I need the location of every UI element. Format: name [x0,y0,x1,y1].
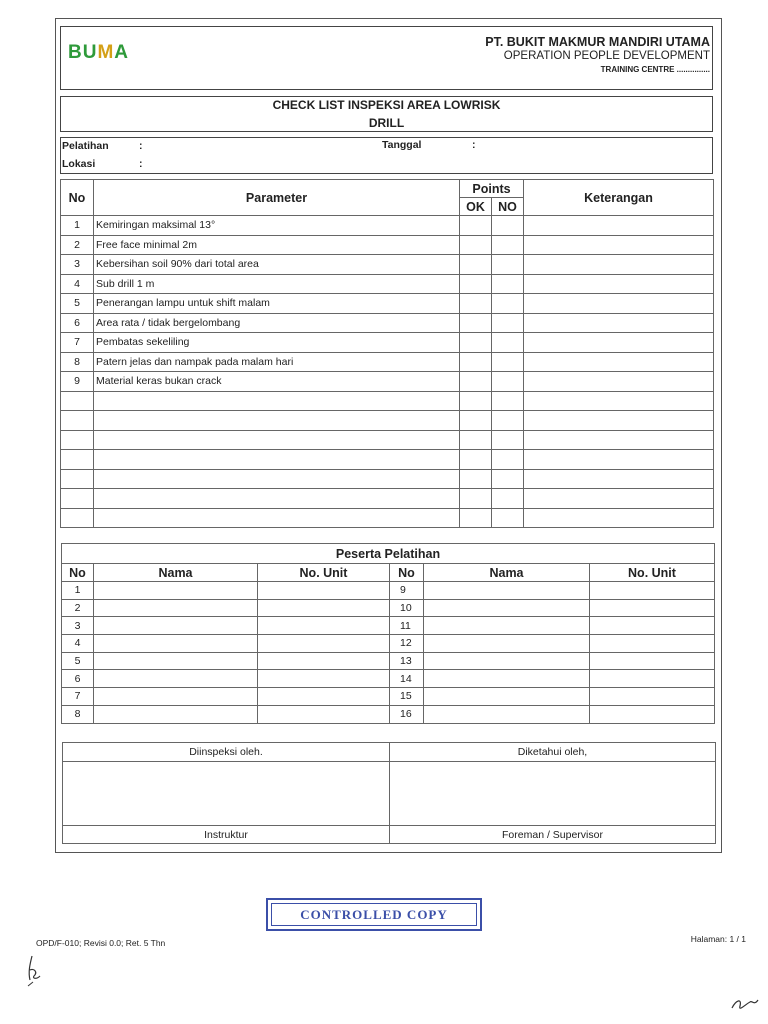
department-name: OPERATION PEOPLE DEVELOPMENT [503,50,710,62]
col-no: No [61,180,94,216]
company-name: PT. BUKIT MAKMUR MANDIRI UTAMA [485,35,710,49]
participant-number-right: 12 [390,635,424,653]
participant-unit-left[interactable] [258,652,390,670]
checklist-empty-row [61,450,714,470]
pelatihan-colon: : [139,140,143,152]
participant-number-right: 14 [390,670,424,688]
participant-unit-right[interactable] [590,635,715,653]
checklist-row [61,274,714,294]
col-keterangan: Keterangan [524,180,714,216]
tanggal-colon: : [472,139,476,151]
row-ok-cell[interactable] [460,313,492,333]
form-title: CHECK LIST INSPEKSI AREA LOWRISK [272,98,501,112]
participant-unit-right[interactable] [590,582,715,600]
participant-number-left: 5 [62,652,94,670]
row-no-cell[interactable] [492,372,524,392]
empty-cell[interactable] [460,508,492,528]
participant-unit-left[interactable] [258,635,390,653]
checklist-table [60,179,714,528]
row-parameter: Free face minimal 2m [94,235,460,255]
stamp-text: CONTROLLED COPY [300,906,448,922]
empty-cell [61,450,94,470]
participants-no-left: No [62,564,94,582]
checklist-empty-row [61,489,714,509]
empty-cell[interactable] [492,469,524,489]
col-no-points: NO [492,198,524,216]
row-parameter: Patern jelas dan nampak pada malam hari [94,352,460,372]
row-ok-cell[interactable] [460,216,492,236]
known-by-label: Diketahui oleh, [390,743,716,762]
participant-name-left[interactable] [94,617,258,635]
row-keterangan-cell[interactable] [524,372,714,392]
lokasi-colon: : [139,158,143,170]
participant-number-right: 11 [390,617,424,635]
row-number: 3 [61,255,94,275]
row-parameter: Kebersihan soil 90% dari total area [94,255,460,275]
row-ok-cell[interactable] [460,294,492,314]
participant-unit-right[interactable] [590,705,715,723]
row-no-cell[interactable] [492,216,524,236]
row-ok-cell[interactable] [460,255,492,275]
checklist-row [61,216,714,236]
controlled-copy-stamp [266,898,482,931]
participant-name-left[interactable] [94,652,258,670]
row-parameter: Material keras bukan crack [94,372,460,392]
empty-cell[interactable] [524,391,714,411]
row-number: 9 [61,372,94,392]
participant-row [62,670,715,688]
participant-unit-right[interactable] [590,670,715,688]
signature-mark-right [728,994,762,1014]
empty-cell[interactable] [524,489,714,509]
participants-unit-left: No. Unit [258,564,390,582]
empty-cell [61,489,94,509]
checklist-row [61,352,714,372]
tanggal-label: Tanggal [382,139,422,151]
empty-cell[interactable] [94,489,460,509]
participant-number-left: 7 [62,688,94,706]
empty-cell[interactable] [460,411,492,431]
participant-number-left: 3 [62,617,94,635]
empty-cell [61,430,94,450]
empty-cell[interactable] [492,391,524,411]
participant-row [62,705,715,723]
participant-unit-left[interactable] [258,705,390,723]
participants-unit-right: No. Unit [590,564,715,582]
row-keterangan-cell[interactable] [524,352,714,372]
empty-cell[interactable] [94,469,460,489]
row-no-cell[interactable] [492,255,524,275]
participant-name-right[interactable] [424,705,590,723]
row-parameter: Area rata / tidak bergelombang [94,313,460,333]
participant-unit-right[interactable] [590,688,715,706]
participant-row [62,652,715,670]
participant-name-left[interactable] [94,705,258,723]
empty-cell[interactable] [460,391,492,411]
row-keterangan-cell[interactable] [524,255,714,275]
row-no-cell[interactable] [492,235,524,255]
row-keterangan-cell[interactable] [524,294,714,314]
participant-number-right: 15 [390,688,424,706]
participant-row [62,635,715,653]
empty-cell[interactable] [492,450,524,470]
empty-cell[interactable] [492,508,524,528]
foreman-label: Foreman / Supervisor [390,826,716,844]
participant-name-right[interactable] [424,582,590,600]
row-parameter: Kemiringan maksimal 13° [94,216,460,236]
stamp-inner-border [271,903,477,926]
participants-nama-right: Nama [424,564,590,582]
empty-cell[interactable] [460,469,492,489]
row-no-cell[interactable] [492,352,524,372]
instructor-signature-area [63,762,390,826]
participant-name-right[interactable] [424,617,590,635]
participant-unit-left[interactable] [258,617,390,635]
row-number: 7 [61,333,94,353]
participant-name-right[interactable] [424,652,590,670]
empty-cell[interactable] [524,450,714,470]
empty-cell [61,469,94,489]
col-parameter: Parameter [94,180,460,216]
empty-cell[interactable] [524,411,714,431]
row-keterangan-cell[interactable] [524,216,714,236]
empty-cell[interactable] [94,450,460,470]
participant-number-right: 9 [390,582,424,600]
participant-name-left[interactable] [94,688,258,706]
empty-cell[interactable] [492,489,524,509]
row-keterangan-cell[interactable] [524,333,714,353]
participant-name-right[interactable] [424,670,590,688]
col-points: Points [460,180,524,198]
participant-row [62,599,715,617]
page-number: Halaman: 1 / 1 [690,934,746,944]
document-code: OPD/F-010; Revisi 0.0; Ret. 5 Thn [36,938,166,948]
participants-nama-left: Nama [94,564,258,582]
checklist-row [61,294,714,314]
row-number: 8 [61,352,94,372]
row-no-cell[interactable] [492,313,524,333]
empty-cell[interactable] [524,469,714,489]
row-parameter: Penerangan lampu untuk shift malam [94,294,460,314]
participant-row [62,688,715,706]
participants-table [61,543,715,724]
participant-name-left[interactable] [94,582,258,600]
participant-number-left: 1 [62,582,94,600]
empty-cell[interactable] [94,430,460,450]
row-no-cell[interactable] [492,274,524,294]
checklist-empty-row [61,430,714,450]
pelatihan-label: Pelatihan [62,140,109,152]
row-ok-cell[interactable] [460,333,492,353]
row-no-cell[interactable] [492,294,524,314]
row-number: 6 [61,313,94,333]
row-ok-cell[interactable] [460,274,492,294]
row-ok-cell[interactable] [460,235,492,255]
participant-name-left[interactable] [94,599,258,617]
empty-cell[interactable] [492,430,524,450]
participant-unit-left[interactable] [258,582,390,600]
row-no-cell[interactable] [492,333,524,353]
signature-mark-left [24,952,48,988]
empty-cell[interactable] [460,450,492,470]
signature-table [62,742,716,844]
participant-number-right: 10 [390,599,424,617]
empty-cell[interactable] [524,508,714,528]
participant-unit-right[interactable] [590,599,715,617]
participant-number-left: 2 [62,599,94,617]
empty-cell[interactable] [460,489,492,509]
instructor-label: Instruktur [63,826,390,844]
checklist-row [61,333,714,353]
participant-unit-left[interactable] [258,670,390,688]
checklist-row [61,372,714,392]
form-subtitle: DRILL [368,116,405,130]
participant-number-right: 16 [390,705,424,723]
training-centre: TRAINING CENTRE ............... [600,65,710,74]
participant-unit-right[interactable] [590,652,715,670]
participants-no-right: No [390,564,424,582]
empty-cell [61,411,94,431]
row-number: 1 [61,216,94,236]
row-keterangan-cell[interactable] [524,274,714,294]
checklist-empty-row [61,411,714,431]
participant-unit-right[interactable] [590,617,715,635]
empty-cell [61,508,94,528]
empty-cell[interactable] [460,430,492,450]
foreman-signature-area [390,762,716,826]
empty-cell[interactable] [94,411,460,431]
empty-cell[interactable] [94,508,460,528]
participant-unit-left[interactable] [258,599,390,617]
row-ok-cell[interactable] [460,352,492,372]
empty-cell [61,391,94,411]
participant-name-right[interactable] [424,599,590,617]
participants-title: Peserta Pelatihan [62,544,715,564]
checklist-row [61,255,714,275]
col-ok: OK [460,198,492,216]
participant-number-left: 8 [62,705,94,723]
row-parameter: Sub drill 1 m [94,274,460,294]
participant-number-left: 6 [62,670,94,688]
participant-row [62,617,715,635]
participant-name-right[interactable] [424,635,590,653]
checklist-row [61,313,714,333]
row-parameter: Pembatas sekeliling [94,333,460,353]
participant-number-right: 13 [390,652,424,670]
checklist-empty-row [61,469,714,489]
lokasi-label: Lokasi [62,158,96,170]
participant-name-left[interactable] [94,635,258,653]
inspected-by-label: Diinspeksi oleh. [63,743,390,762]
checklist-empty-row [61,508,714,528]
row-keterangan-cell[interactable] [524,235,714,255]
empty-cell[interactable] [524,430,714,450]
row-number: 5 [61,294,94,314]
participant-number-left: 4 [62,635,94,653]
participant-unit-left[interactable] [258,688,390,706]
row-number: 4 [61,274,94,294]
empty-cell[interactable] [492,411,524,431]
row-ok-cell[interactable] [460,372,492,392]
participant-row [62,582,715,600]
checklist-row [61,235,714,255]
row-keterangan-cell[interactable] [524,313,714,333]
row-number: 2 [61,235,94,255]
participant-name-right[interactable] [424,688,590,706]
empty-cell[interactable] [94,391,460,411]
checklist-empty-row [61,391,714,411]
participant-name-left[interactable] [94,670,258,688]
company-logo: BUMA [68,42,130,63]
